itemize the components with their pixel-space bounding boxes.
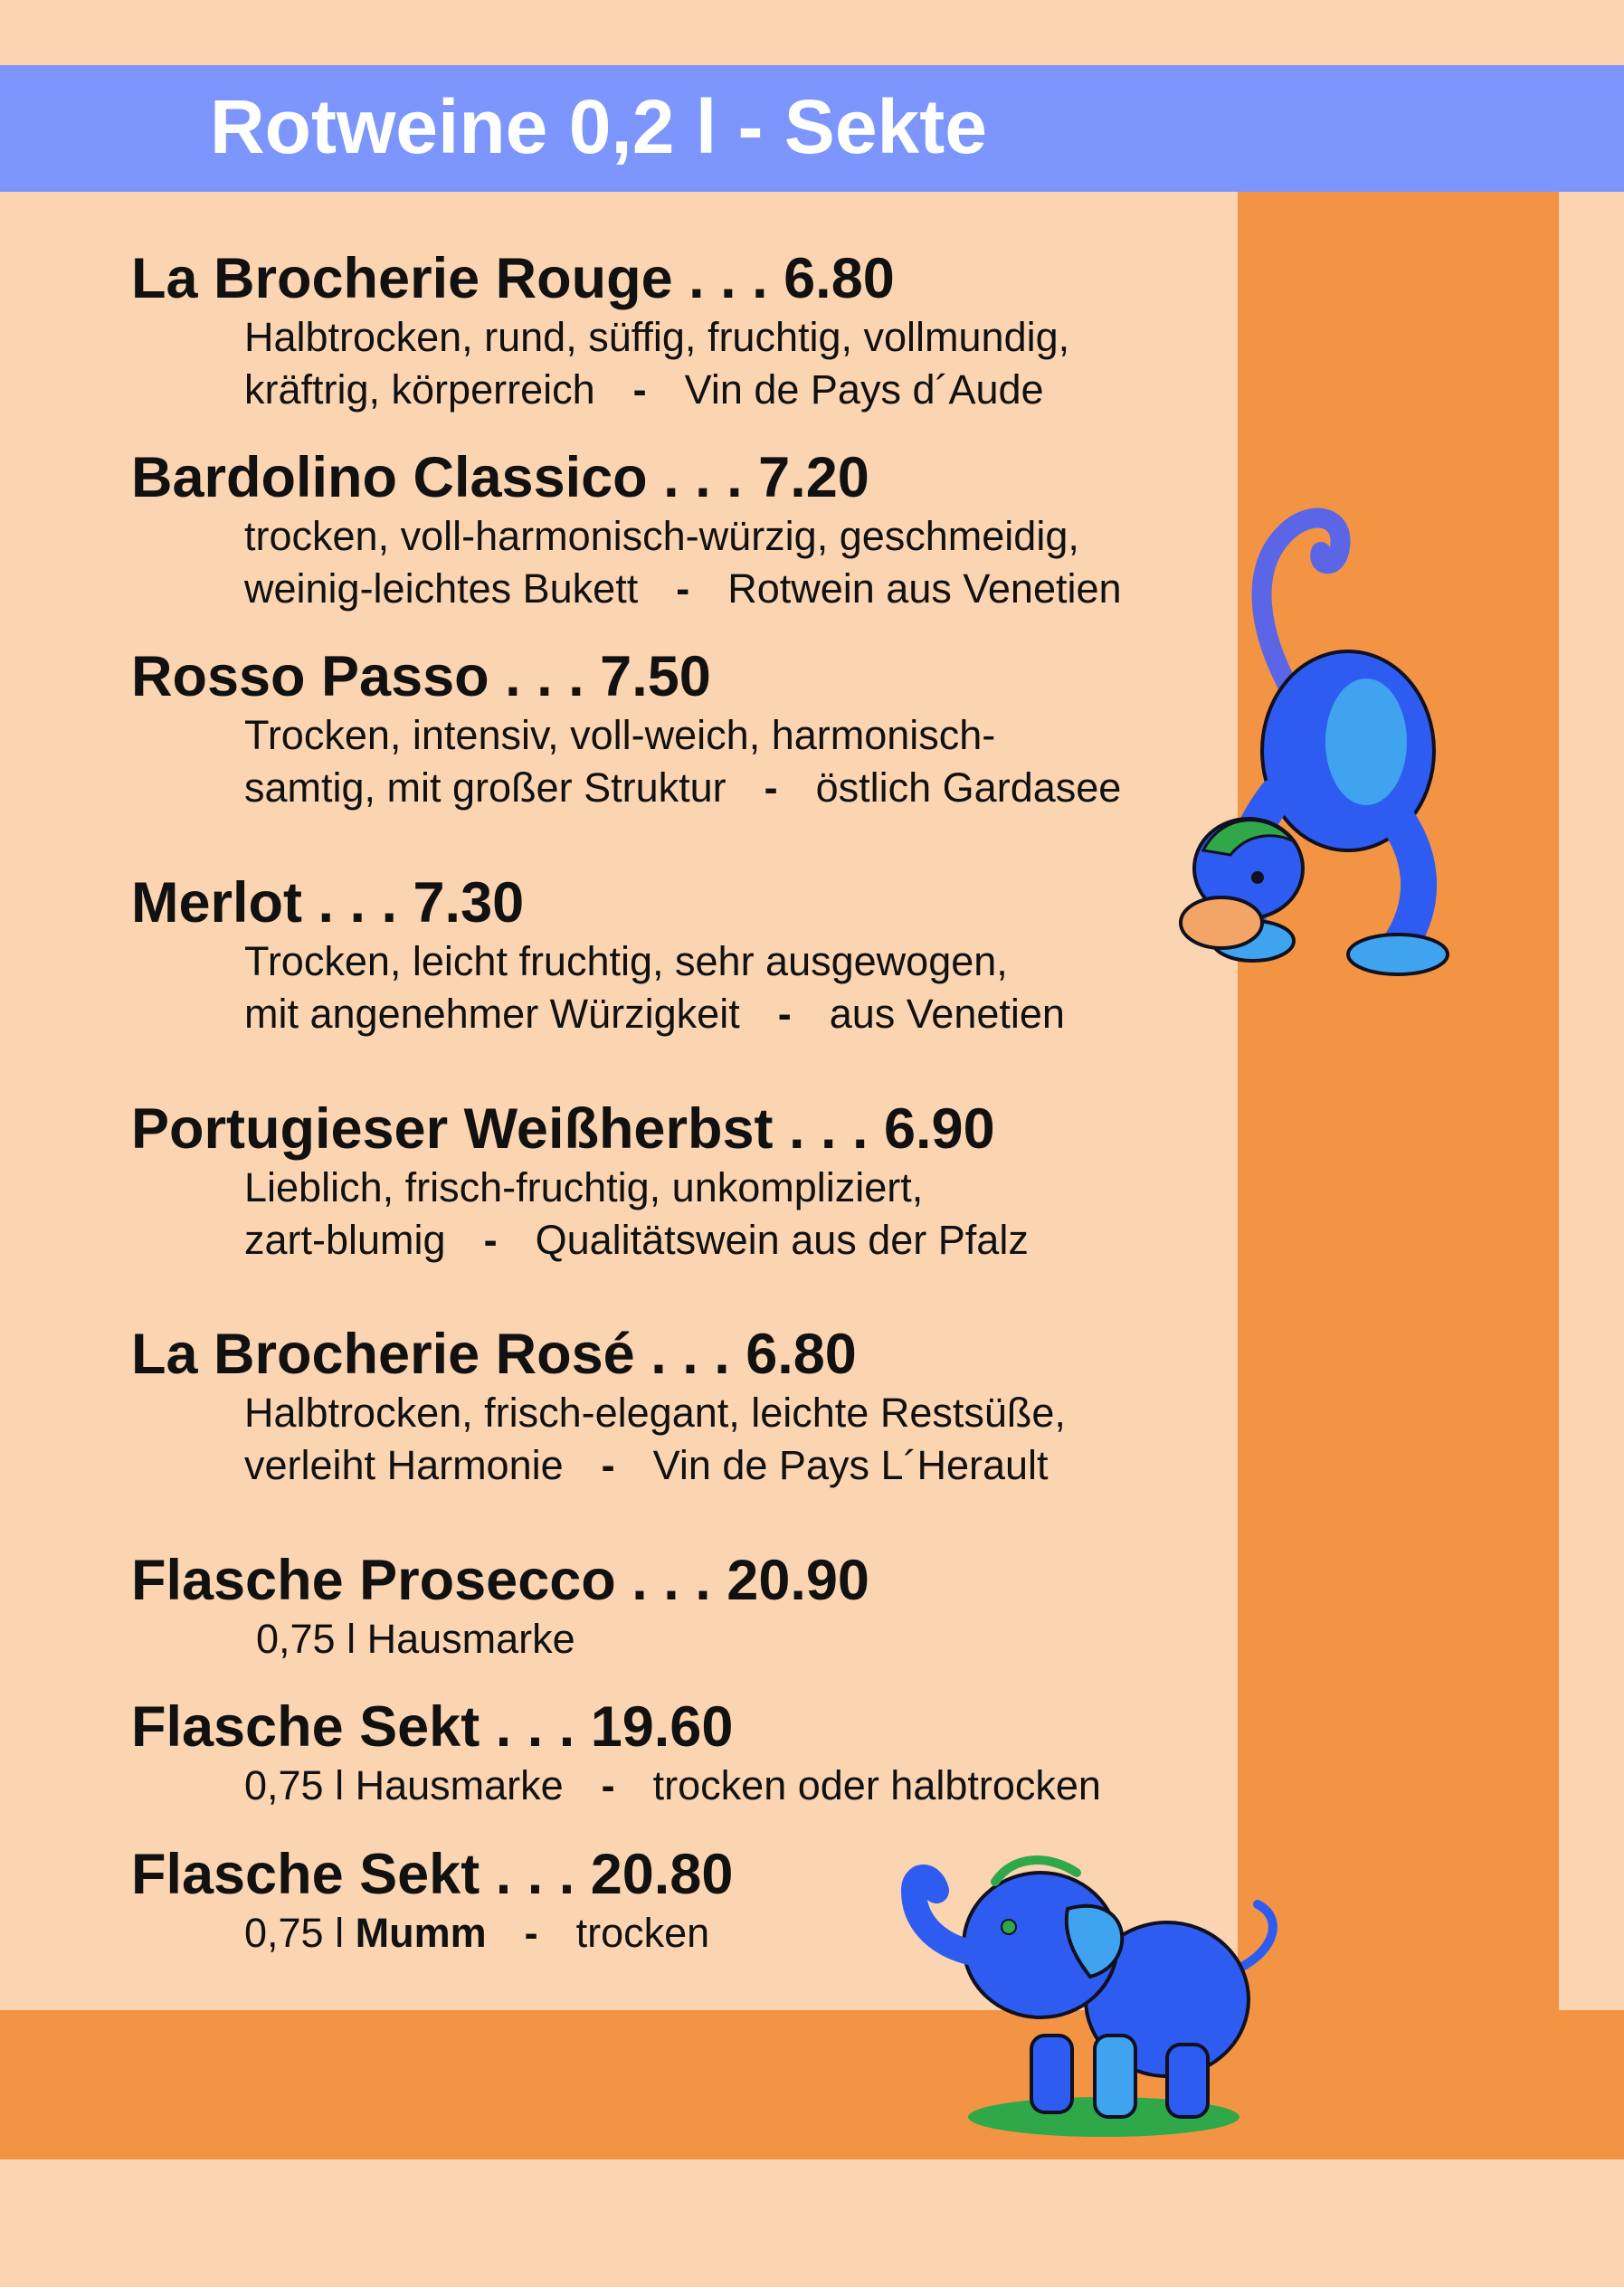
menu-item [131,445,1122,615]
monkey-leg [1393,814,1419,941]
separator-dash: - [764,764,778,811]
menu-item [131,246,1069,416]
menu-item [131,1322,1066,1492]
separator-dash: - [601,1762,615,1808]
item-description [131,1214,1029,1267]
item-description: trocken, voll-harmonisch-würzig, geschmeidig, [244,513,1079,559]
brand-name: Mumm [355,1910,487,1956]
item-name-price: Bardolino Classico . . . 7.20 [131,446,869,509]
orange-bottom-band [0,2010,1624,2159]
item-description [131,364,1069,416]
item-origin: Qualitätswein aus der Pfalz [535,1217,1029,1263]
monkey-body-highlight [1325,679,1407,805]
item-origin: östlich Gardasee [815,764,1122,811]
item-description [131,1760,1101,1812]
elephant-trunk [914,1877,977,1954]
monkey-foot [1348,935,1448,974]
page-title: Rotweine 0,2 l - Sekte [210,84,987,169]
item-name-price: Rosso Passo . . . 7.50 [131,645,711,708]
elephant-leg [1031,2036,1072,2112]
item-description-text: 0,75 l [244,1910,356,1956]
item-origin: trocken [575,1910,710,1956]
item-description-text: zart-blumig [244,1217,446,1263]
separator-dash: - [777,991,792,1037]
item-description [131,762,1121,814]
menu-item [131,644,1121,814]
item-description [131,988,1065,1040]
menu-item [131,1548,869,1665]
item-description: Halbtrocken, rund, süffig, fruchtig, vollmundig, [244,314,1070,360]
item-description-text: mit angenehmer Würzigkeit [244,991,740,1037]
item-description-text: kräftrig, körperreich [244,366,595,413]
item-description [131,1907,733,1960]
menu-item [131,870,1065,1040]
item-name-price: Flasche Prosecco . . . 20.90 [131,1549,869,1612]
item-origin: trocken oder halbtrocken [652,1762,1101,1808]
item-name-price: Flasche Sekt . . . 19.60 [131,1695,734,1759]
item-name-price: La Brocherie Rosé . . . 6.80 [131,1323,857,1386]
menu-item [131,1842,733,1960]
elephant-leg [1095,2036,1135,2117]
item-description-text: samtig, mit großer Struktur [244,764,727,811]
separator-dash: - [676,565,690,612]
title-bar [0,65,1624,192]
item-origin: aus Venetien [829,991,1065,1037]
item-name-price: Merlot . . . 7.30 [131,871,525,935]
item-description: Trocken, intensiv, voll-weich, harmonisch- [244,712,996,758]
item-description-text: 0,75 l Hausmarke [244,1762,564,1808]
separator-dash: - [524,1910,538,1956]
item-description: Halbtrocken, frisch-elegant, leichte Restsüße, [244,1390,1066,1436]
separator-dash: - [483,1217,498,1263]
item-description: 0,75 l Hausmarke [256,1616,575,1662]
item-origin: Vin de Pays d´Aude [684,366,1044,413]
menu-item [131,1694,1101,1812]
item-description-text: verleiht Harmonie [244,1442,564,1488]
item-name-price: Portugieser Weißherbst . . . 6.90 [131,1097,995,1161]
elephant-leg [1167,2045,1208,2117]
item-name-price: La Brocherie Rouge . . . 6.80 [131,247,895,310]
item-description [131,1439,1066,1492]
item-description [131,563,1122,615]
item-origin: Rotwein aus Venetien [727,565,1122,612]
elephant-eye [1002,1920,1016,1934]
separator-dash: - [601,1442,615,1488]
item-name-price: Flasche Sekt . . . 20.80 [131,1843,734,1906]
monkey-illustration [1167,452,1475,1013]
monkey-muzzle [1181,897,1262,948]
item-description: Lieblich, frisch-fruchtig, unkompliziert, [244,1164,924,1210]
item-origin: Vin de Pays L´Herault [652,1442,1049,1488]
separator-dash: - [632,366,647,413]
item-description: Trocken, leicht fruchtig, sehr ausgewogen, [244,938,1008,984]
monkey-eye [1251,871,1264,884]
item-description-text: weinig-leichtes Bukett [244,565,639,612]
menu-item [131,1096,1029,1267]
elephant-illustration [896,1818,1312,2171]
